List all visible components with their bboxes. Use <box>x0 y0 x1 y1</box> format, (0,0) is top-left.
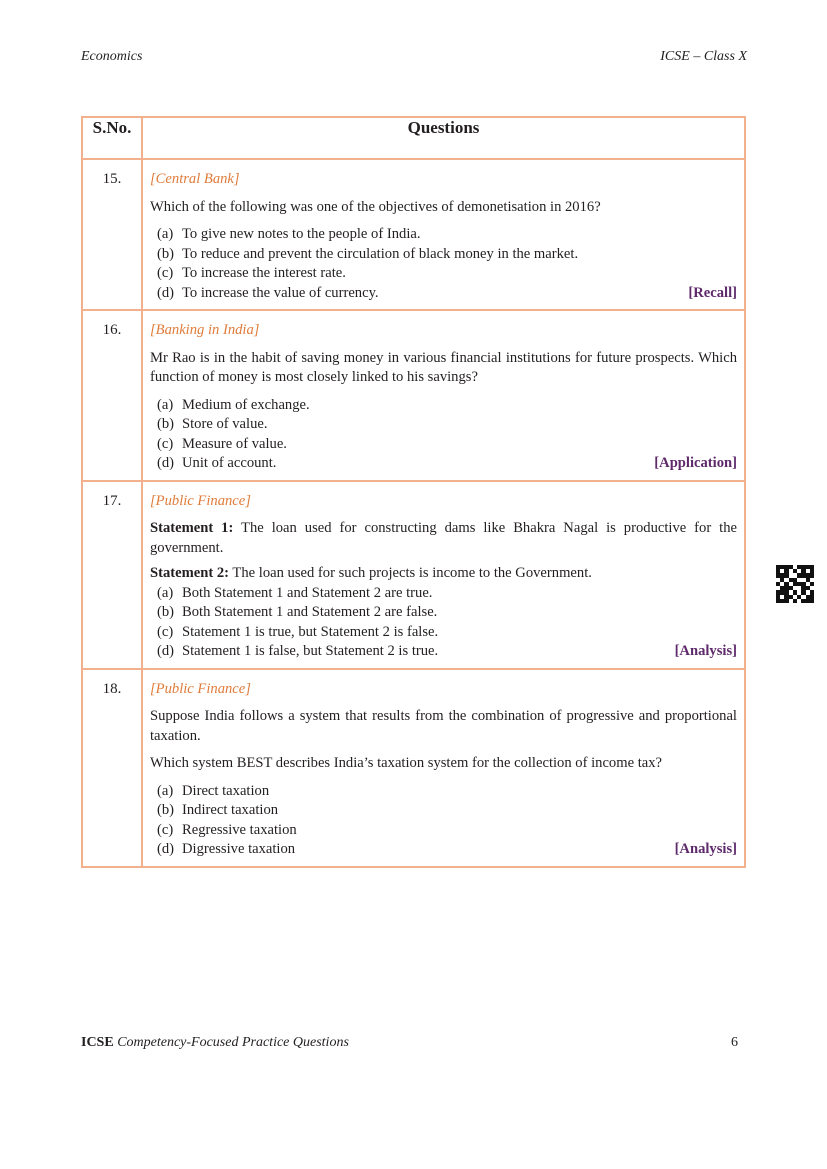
question-number: 15. <box>82 159 142 310</box>
question-row <box>82 669 745 867</box>
option-text: Unit of account. <box>182 455 277 471</box>
option-text: Statement 1 is false, but Statement 2 is true. <box>182 643 439 659</box>
footer-brand: ICSE <box>81 1035 114 1050</box>
option-label: (c) <box>157 435 174 452</box>
question-number: 16. <box>82 310 142 481</box>
option-item <box>157 284 737 304</box>
question-number: 17. <box>82 481 142 669</box>
question-body <box>142 481 745 669</box>
column-header-sno: S.No. <box>82 117 142 159</box>
statement-1 <box>150 519 737 558</box>
option-item <box>157 454 737 474</box>
option-text: Regressive taxation <box>182 821 297 838</box>
option-item <box>157 782 737 802</box>
qr-code-icon[interactable] <box>776 565 814 603</box>
option-item <box>157 801 737 821</box>
option-item <box>157 225 737 245</box>
option-label: (c) <box>157 623 174 640</box>
option-text: Both Statement 1 and Statement 2 are true. <box>182 584 433 601</box>
column-header-questions: Questions <box>142 117 745 159</box>
option-item <box>157 415 737 435</box>
option-text: To give new notes to the people of India. <box>182 226 421 242</box>
cognitive-level-tag: [Analysis] <box>674 841 737 857</box>
table-header-row <box>82 117 745 159</box>
question-row <box>82 310 745 481</box>
option-label: (b) <box>157 604 175 620</box>
option-text: Indirect taxation <box>182 802 279 818</box>
question-body <box>142 159 745 310</box>
question-body <box>142 669 745 867</box>
option-text: Direct taxation <box>182 782 270 799</box>
question-row <box>82 481 745 669</box>
option-item <box>157 584 737 604</box>
option-text: To reduce and prevent the circulation of black money in the market. <box>182 245 579 262</box>
option-item <box>157 840 737 860</box>
question-row <box>82 159 745 310</box>
option-list <box>150 396 737 474</box>
question-number: 18. <box>82 669 142 867</box>
question-stem: Mr Rao is in the habit of saving money in various financial institutions for future prospects. Which function of money is most closely linked to his savings? <box>150 349 737 385</box>
option-item <box>157 623 737 643</box>
option-item <box>157 821 737 841</box>
option-label: (c) <box>157 265 174 281</box>
question-topic: [Banking in India] <box>150 322 260 338</box>
option-text: To increase the interest rate. <box>182 265 346 281</box>
option-label: (b) <box>157 245 175 262</box>
running-header-class: ICSE – Class X <box>660 49 747 64</box>
option-label: (a) <box>157 584 174 601</box>
statement-1-text: The loan used for constructing dams like Bhakra Nagal is productive for the government. <box>150 520 737 556</box>
cognitive-level-tag: [Analysis] <box>674 643 737 659</box>
option-label: (d) <box>157 841 175 857</box>
option-text: Measure of value. <box>182 435 287 452</box>
question-stem: Suppose India follows a system that results from the combination of progressive and proportional taxation. <box>150 708 737 744</box>
cognitive-level-tag: [Application] <box>654 455 737 471</box>
option-item <box>157 435 737 455</box>
option-label: (d) <box>157 643 175 659</box>
footer-title: Competency-Focused Practice Questions <box>117 1035 349 1050</box>
option-label: (c) <box>157 821 174 838</box>
statement-1-label: Statement 1: <box>150 520 234 536</box>
option-text: Both Statement 1 and Statement 2 are false. <box>182 604 438 620</box>
option-list <box>150 782 737 860</box>
question-stem: Which of the following was one of the objectives of demonetisation in 2016? <box>150 198 601 215</box>
option-label: (d) <box>157 455 175 471</box>
option-label: (a) <box>157 226 174 242</box>
option-list <box>150 225 737 303</box>
question-topic: [Central Bank] <box>150 171 240 187</box>
page-number: 6 <box>731 1035 738 1050</box>
option-item <box>157 264 737 284</box>
option-label: (b) <box>157 802 175 818</box>
statement-2-label: Statement 2: <box>150 565 230 581</box>
option-text: Digressive taxation <box>182 841 296 857</box>
option-label: (d) <box>157 284 175 301</box>
option-label: (b) <box>157 416 175 432</box>
option-item <box>157 603 737 623</box>
option-item <box>157 642 737 662</box>
question-body <box>142 310 745 481</box>
option-item <box>157 396 737 416</box>
option-text: Medium of exchange. <box>182 396 310 413</box>
option-text: Statement 1 is true, but Statement 2 is false. <box>182 623 439 640</box>
running-header-subject: Economics <box>81 49 143 64</box>
page-footer <box>81 1035 349 1051</box>
option-label: (a) <box>157 782 174 799</box>
option-text: To increase the value of currency. <box>182 284 379 301</box>
statement-2 <box>150 564 737 584</box>
questions-table <box>81 116 746 868</box>
question-topic: [Public Finance] <box>150 680 251 697</box>
question-stem-2: Which system BEST describes India’s taxation system for the collection of income tax? <box>150 755 663 771</box>
question-topic: [Public Finance] <box>150 492 251 509</box>
option-label: (a) <box>157 396 174 413</box>
option-item <box>157 245 737 265</box>
cognitive-level-tag: [Recall] <box>688 284 737 301</box>
statement-2-text: The loan used for such projects is income to the Government. <box>232 565 592 581</box>
option-list <box>150 584 737 662</box>
option-text: Store of value. <box>182 416 268 432</box>
